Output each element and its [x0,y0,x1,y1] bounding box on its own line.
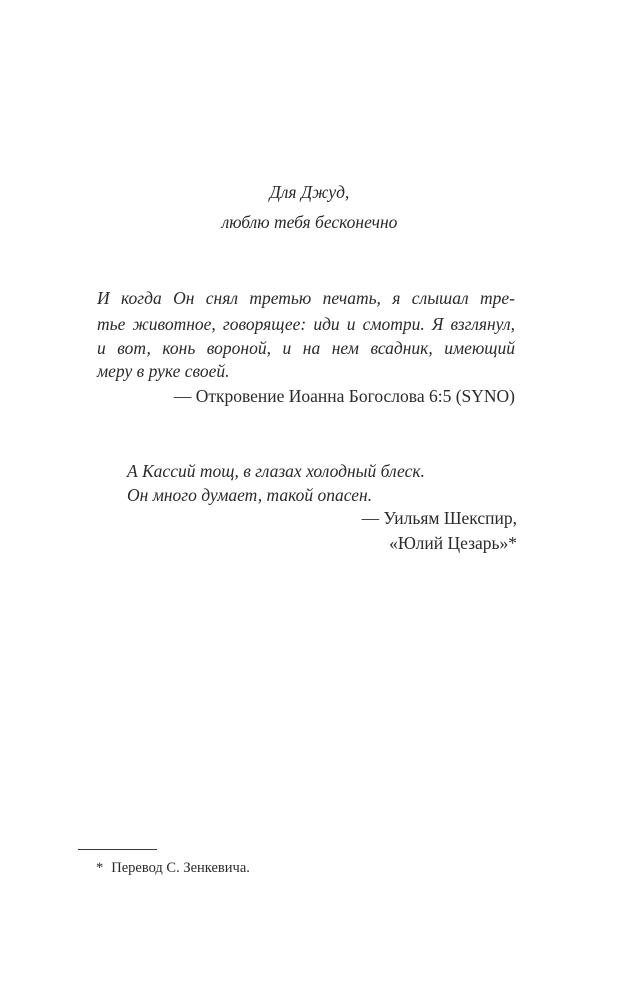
epigraph-attribution-work: «Юлий Цезарь»* [389,533,517,553]
epigraph-line: меру в руке своей. [97,361,230,381]
dedication-line-1: Для Джуд, [269,182,350,202]
epigraph-line: Он много думает, такой опасен. [127,485,373,505]
epigraph-attribution: — Откровение Иоанна Богослова 6:5 (SYNO) [173,386,515,406]
footnote [96,861,250,876]
footnote-divider [78,849,157,850]
footnote-text: Перевод С. Зенкевича. [111,860,250,876]
epigraph-attribution-author: — Уильям Шекспир, [361,508,517,528]
dedication-line-2: люблю тебя бесконечно [221,212,398,232]
epigraph-line: И когда Он снял третью печать, я слышал тре- [97,288,515,308]
epigraph-line: и вот, конь вороной, и на нем всадник, имеющий [97,338,515,358]
footnote-mark: * [96,860,104,876]
epigraph-line: А Кассий тощ, в глазах холодный блеск. [127,461,425,481]
epigraph-line: тье животное, говорящее: иди и смотри. Я взглянул, [97,314,515,334]
